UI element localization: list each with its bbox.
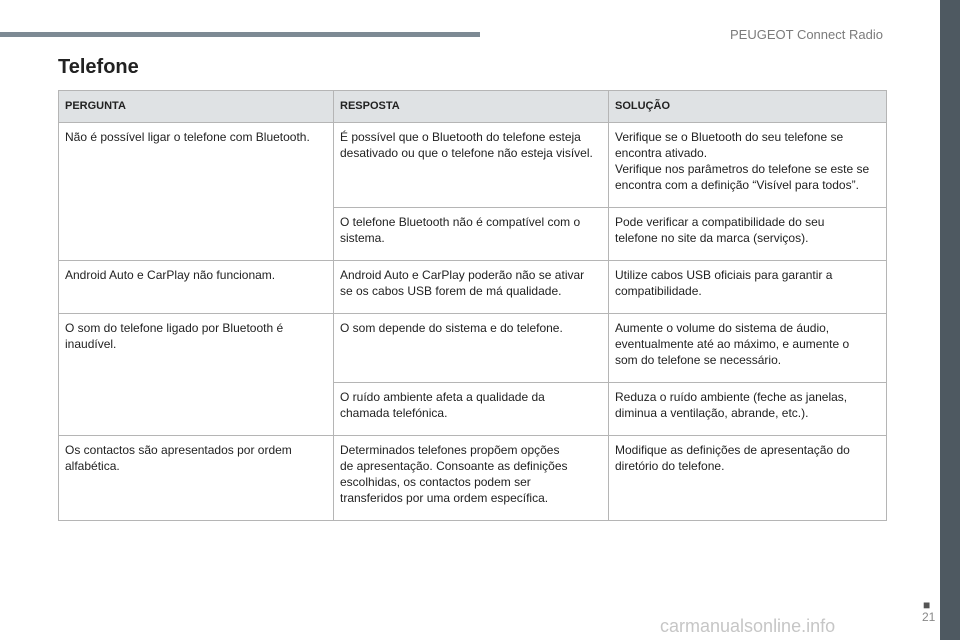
text-line: escolhidas, os contactos podem ser bbox=[340, 475, 531, 489]
table-row bbox=[59, 123, 887, 208]
text-line: transferidos por uma ordem específica. bbox=[340, 491, 549, 505]
solution-cell bbox=[609, 123, 887, 208]
text-line: telefone no site da marca (serviços). bbox=[615, 231, 809, 245]
text-line: Determinados telefones propõem opções bbox=[340, 443, 560, 457]
side-tab-bar bbox=[940, 0, 960, 640]
text-line: Reduza o ruído ambiente (feche as janelas, bbox=[615, 390, 848, 404]
text-line: eventualmente até ao máximo, e aumente o bbox=[615, 337, 850, 351]
solution-cell bbox=[609, 208, 887, 261]
solution-cell bbox=[609, 261, 887, 314]
text-line: O telefone Bluetooth não é compatível com o bbox=[340, 215, 581, 229]
text-line: Modifique as definições de apresentação do bbox=[615, 443, 850, 457]
text-line: compatibilidade. bbox=[615, 284, 702, 298]
response-cell bbox=[334, 261, 609, 314]
text-line: Utilize cabos USB oficiais para garantir a bbox=[615, 268, 833, 282]
watermark-text: carmanualsonline.info bbox=[660, 616, 836, 636]
table-row bbox=[59, 436, 887, 521]
text-line: Verifique se o Bluetooth do seu telefone se bbox=[615, 130, 844, 144]
page-number: 21 bbox=[922, 610, 936, 624]
text-line: chamada telefónica. bbox=[340, 406, 448, 420]
text-line: encontra ativado. bbox=[615, 146, 708, 160]
solution-cell bbox=[609, 383, 887, 436]
text-line: diminua a ventilação, abrande, etc.). bbox=[615, 406, 809, 420]
column-header-question: PERGUNTA bbox=[59, 91, 334, 123]
text-line: de apresentação. Consoante as definições bbox=[340, 459, 568, 473]
text-line: sistema. bbox=[340, 231, 385, 245]
solution-cell bbox=[609, 314, 887, 383]
response-cell bbox=[334, 123, 609, 208]
text-line: som do telefone se necessário. bbox=[615, 353, 782, 367]
question-cell: Os contactos são apresentados por ordem alfabética. bbox=[59, 436, 334, 521]
text-line: Aumente o volume do sistema de áudio, bbox=[615, 321, 830, 335]
table-row bbox=[59, 261, 887, 314]
page-marker: ■ bbox=[923, 598, 931, 612]
text-line: desativado ou que o telefone não esteja visível. bbox=[340, 146, 593, 160]
question-cell: Android Auto e CarPlay não funcionam. bbox=[59, 261, 334, 314]
text-line: se os cabos USB forem de má qualidade. bbox=[340, 284, 562, 298]
text-line: É possível que o Bluetooth do telefone esteja bbox=[340, 130, 581, 144]
question-cell: Não é possível ligar o telefone com Bluetooth. bbox=[59, 123, 334, 261]
question-cell: O som do telefone ligado por Bluetooth é inaudível. bbox=[59, 314, 334, 436]
response-cell bbox=[334, 208, 609, 261]
column-header-solution: SOLUÇÃO bbox=[609, 91, 887, 123]
text-line: encontra com a definição “Visível para todos”. bbox=[615, 178, 859, 192]
response-cell bbox=[334, 383, 609, 436]
text-line: Pode verificar a compatibilidade do seu bbox=[615, 215, 825, 229]
table-header-row bbox=[59, 91, 887, 123]
response-cell bbox=[334, 436, 609, 521]
text-line: Verifique nos parâmetros do telefone se este se bbox=[615, 162, 870, 176]
header-rule bbox=[0, 32, 480, 37]
page-title: Telefone bbox=[58, 56, 139, 78]
text-line: O som depende do sistema e do telefone. bbox=[340, 321, 563, 335]
table-row bbox=[59, 314, 887, 383]
manual-title: PEUGEOT Connect Radio bbox=[730, 27, 883, 42]
solution-cell bbox=[609, 436, 887, 521]
faq-table bbox=[58, 90, 887, 521]
column-header-response: RESPOSTA bbox=[334, 91, 609, 123]
text-line: diretório do telefone. bbox=[615, 459, 725, 473]
response-cell bbox=[334, 314, 609, 383]
text-line: Android Auto e CarPlay poderão não se ativar bbox=[340, 268, 585, 282]
table-body bbox=[59, 123, 887, 521]
text-line: O ruído ambiente afeta a qualidade da bbox=[340, 390, 545, 404]
